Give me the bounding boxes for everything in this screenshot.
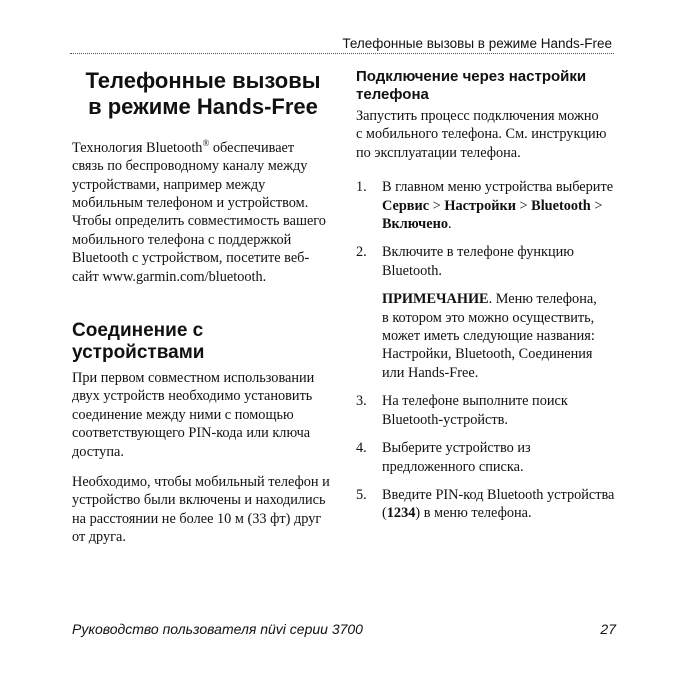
step-number: 4.	[356, 440, 367, 457]
step-item-5	[356, 486, 618, 523]
step-item-4	[356, 439, 618, 476]
menu-path-service: Сервис	[382, 197, 430, 214]
step-text	[382, 486, 618, 523]
registered-mark: ®	[202, 138, 210, 148]
step-text-after: ) в меню телефона.	[415, 505, 532, 522]
intro-paragraph	[72, 134, 334, 286]
pairing-paragraph-1: При первом совместном использовании двух устройств необходимо установить соединение между ними с помощью соответствующего PIN-кода или ключа доступа.	[72, 370, 315, 460]
note-block	[382, 290, 618, 382]
pairing-heading: Соединение с устройствами	[72, 320, 205, 364]
pin-code: 1234	[386, 505, 416, 522]
pairing-paragraph-2: Необходимо, чтобы мобильный телефон и устройство были включены и находились на расстоянии не более 10 м (33 фт) друг от друга.	[72, 474, 330, 546]
path-separator: >	[594, 197, 603, 214]
step-body	[382, 243, 618, 382]
page-title: Телефонные вызовы в режиме Hands-Free	[85, 68, 321, 119]
step-item-2	[356, 243, 618, 382]
step-text-after: .	[447, 216, 452, 233]
steps-list	[356, 178, 618, 523]
step-item-1	[356, 178, 618, 233]
step-number: 5.	[356, 486, 367, 503]
right-column	[356, 68, 618, 533]
step-text	[382, 178, 618, 233]
header-divider	[70, 53, 614, 54]
page-number: 27	[600, 621, 616, 637]
step-text: На телефоне выполните поиск Bluetooth-устройств.	[382, 393, 568, 428]
section-spacer	[72, 298, 334, 320]
step-text: Выберите устройство из предложенного списка.	[382, 440, 531, 475]
menu-path-settings: Настройки	[444, 197, 516, 214]
phone-settings-intro: Запустить процесс подключения можно с мобильного телефона. См. инструкцию по эксплуатации телефона.	[356, 108, 607, 161]
step-number: 2.	[356, 244, 367, 261]
step-text: Включите в телефоне функцию Bluetooth.	[382, 244, 574, 279]
note-label: ПРИМЕЧАНИЕ	[382, 291, 489, 308]
manual-title: Руководство пользователя nüvi серии 3700	[72, 621, 363, 637]
menu-path-bluetooth: Bluetooth	[531, 197, 591, 214]
path-separator: >	[515, 197, 532, 214]
page-footer	[72, 621, 616, 637]
step-item-3	[356, 392, 618, 429]
menu-path-enabled: Включено	[382, 216, 448, 233]
phone-settings-heading: Подключение через настройки телефона	[356, 68, 587, 103]
step-text-before: Введите PIN-код Bluetooth устройства (	[382, 486, 615, 522]
note-text: . Меню телефона, в котором это можно осуществить, может иметь следующие названия: Настройки, Bluetooth, Соединения или Hands-Free.	[382, 291, 597, 381]
running-header: Телефонные вызовы в режиме Hands-Free	[342, 36, 612, 51]
path-separator: >	[429, 197, 445, 214]
intro-text-part1: Технология Bluetooth	[72, 139, 203, 156]
step-number: 3.	[356, 393, 367, 410]
left-column	[72, 68, 334, 559]
intro-text-part2: обеспечивает связь по беспроводному каналу между устройствами, например между мобильным телефоном и устройством. Чтобы определить совместимость вашего мобильного телефона с поддержкой Bluetooth с устройством, посетите веб- сайт www.garmin.com/bluetooth.	[72, 139, 326, 285]
step-text-before: В главном меню устройства выберите	[382, 179, 614, 196]
step-number: 1.	[356, 179, 367, 196]
